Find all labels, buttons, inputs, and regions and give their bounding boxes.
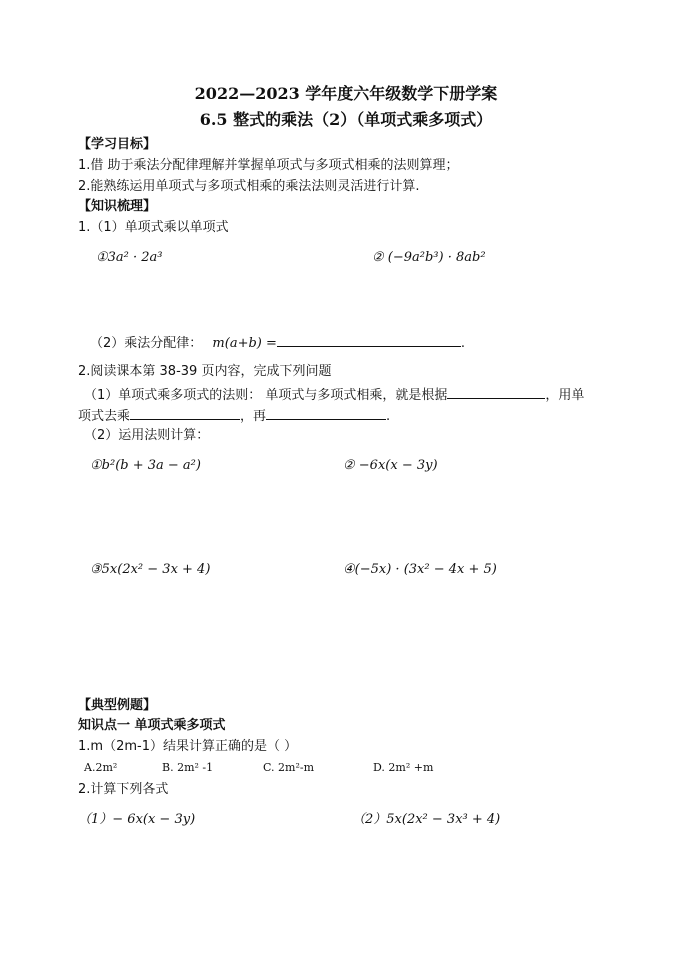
example-1: 1.m（2m-1）结果计算正确的是（ ） (78, 739, 298, 754)
answer-blank[interactable] (277, 334, 461, 347)
rule-line-2: 项式去乘 ，再 . (78, 409, 391, 424)
calc-item: ①b²(b + 3a − a²) (90, 458, 201, 473)
page-subtitle: 6.5 整式的乘法（2）（单项式乘多项式） (199, 110, 493, 129)
section-knowledge-header: 【知识梳理】 (78, 199, 157, 214)
page-title: 2022—2023 学年度六年级数学下册学案 (194, 84, 498, 103)
calc-item: ④(−5x) · (3x² − 4x + 5) (343, 562, 497, 577)
goal-item: 1.借 助于乘法分配律理解并掌握单项式与多项式相乘的法则算理； (78, 158, 459, 173)
option-d[interactable]: D. 2m² +m (373, 761, 434, 774)
question-2-label: 2.阅读课本第 38-39 页内容，完成下列问题 (78, 364, 332, 379)
calc-1b: ② (−9a²b³) · 8ab² (372, 250, 486, 265)
example-2: 2.计算下列各式 (78, 782, 169, 797)
calc-1a: ①3a² · 2a³ (96, 250, 163, 265)
answer-blank[interactable] (130, 407, 240, 420)
option-c[interactable]: C. 2m²-m (263, 761, 315, 774)
answer-blank[interactable] (266, 407, 386, 420)
example-2-item: （1）− 6x(x − 3y) (78, 812, 196, 827)
question-1-label: 1.（1）单项式乘以单项式 (78, 220, 229, 235)
apply-rule-label: （2）运用法则计算： (84, 428, 210, 443)
calc-item: ② −6x(x − 3y) (343, 458, 438, 473)
answer-blank[interactable] (447, 386, 545, 399)
distributive-expr: m(a+b) = (212, 336, 277, 351)
section-goals-header: 【学习目标】 (78, 137, 157, 152)
calc-item: ③5x(2x² − 3x + 4) (90, 562, 211, 577)
knowledge-point: 知识点一 单项式乘多项式 (78, 718, 226, 733)
section-examples-header: 【典型例题】 (78, 698, 157, 713)
rule-line-1: （1）单项式乘多项式的法则： 单项式与多项式相乘，就是根据 ，用单 (84, 388, 585, 403)
option-b[interactable]: B. 2m² -1 (162, 761, 214, 774)
option-a[interactable]: A.2m² (84, 761, 118, 774)
distributive-line: （2）乘法分配律： m(a+b) = . (90, 336, 466, 351)
distributive-label: （2）乘法分配律： (90, 336, 203, 351)
example-2-item: （2）5x(2x² − 3x³ + 4) (352, 812, 501, 827)
goal-item: 2.能熟练运用单项式与多项式相乘的乘法法则灵活进行计算. (78, 179, 420, 194)
